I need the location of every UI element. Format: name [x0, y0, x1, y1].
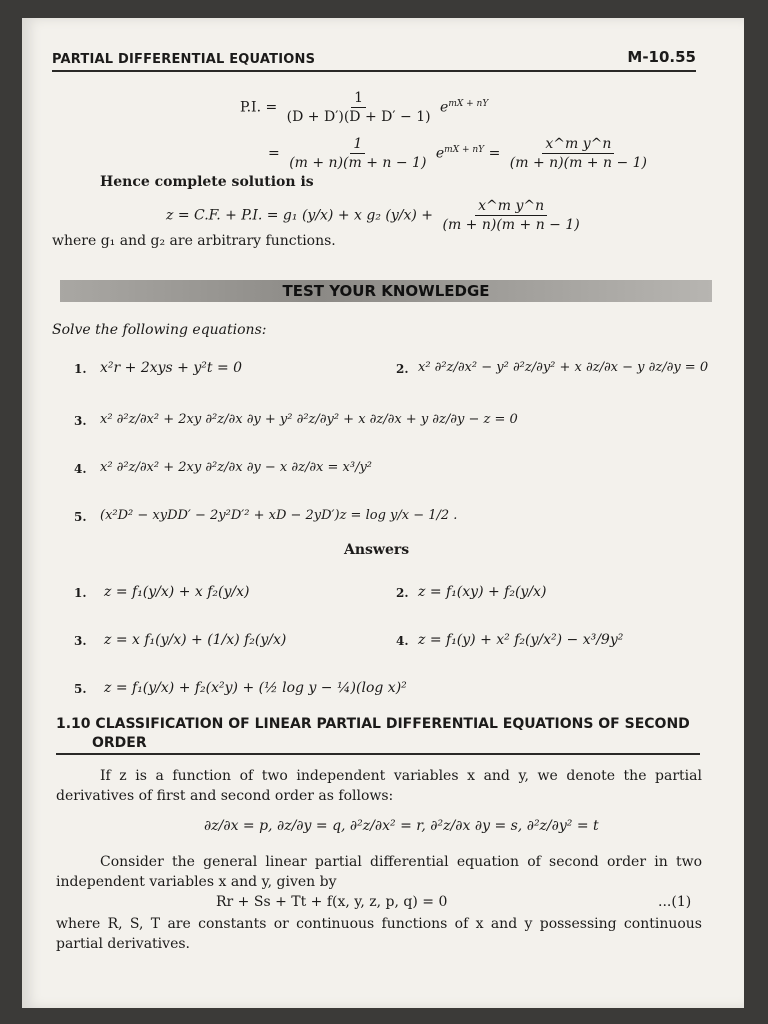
answer-1: z = f₁(y/x) + x f₂(y/x)	[104, 584, 250, 600]
pi-line-2: = $\frac{1}{(m + n)(m + n - 1)}$ $e^{mX + nY}$ = $\frac{\text{x\textasciicircum{}m y\textasciicircum{}n}}{(m + n)(m + n - 1)}$	[268, 136, 652, 171]
answers-heading: Answers	[344, 542, 410, 558]
complete-solution: z = C.F. + P.I. = g₁ (y/x) + x g₂ (y/x) + $\frac{\text{x\textasciicircum{}m y\textasciicircum{}n}}{(m + n)(m + n - 1)}$	[166, 198, 585, 233]
section-band	[60, 280, 712, 302]
equation-1: Rr + Ss + Tt + f(x, y, z, p, q) = 0	[216, 894, 448, 910]
pi-fraction-3: $\frac{\text{x\textasciicircum{}m y\textasciicircum{}n}}{(m + n)(m + n - 1)}$	[509, 136, 647, 172]
answer-3: z = x f₁(y/x) + (1/x) f₂(y/x)	[104, 632, 287, 648]
solution-fraction: $\frac{\text{x\textasciicircum{}m y\textasciicircum{}n}}{(m + n)(m + n - 1)}$	[442, 198, 580, 234]
problem-number: 1.	[74, 362, 87, 376]
pi-label: P.I. =	[240, 99, 278, 116]
answer-number: 3.	[74, 634, 87, 648]
section-title-line-1: 1.10 CLASSIFICATION OF LINEAR PARTIAL DIFFERENTIAL EQUATIONS OF SECOND	[56, 716, 690, 732]
answer-number: 2.	[396, 586, 409, 600]
where-line: where g₁ and g₂ are arbitrary functions.	[52, 233, 336, 249]
problem-number: 2.	[396, 362, 409, 376]
pi-exponential: e	[440, 99, 449, 116]
section-rule	[56, 753, 700, 755]
answer-4: z = f₁(y) + x² f₂(y/x²) − x³/9y²	[418, 632, 624, 648]
answer-2: z = f₁(xy) + f₂(y/x)	[418, 584, 547, 600]
problem-4: x² ∂²z/∂x² + 2xy ∂²z/∂x ∂y − x ∂z/∂x = x³/y²	[100, 460, 373, 475]
running-title: PARTIAL DIFFERENTIAL EQUATIONS	[52, 52, 316, 67]
header-rule	[52, 70, 696, 72]
hence-line: Hence complete solution is	[100, 174, 314, 190]
section-title-line-2: ORDER	[92, 735, 147, 751]
problem-3: x² ∂²z/∂x² + 2xy ∂²z/∂x ∂y + y² ∂²z/∂y² + x ∂z/∂x + y ∂z/∂y − z = 0	[100, 412, 518, 427]
problem-1: x²r + 2xys + y²t = 0	[100, 360, 243, 376]
band-title: TEST YOUR KNOWLEDGE	[282, 282, 490, 300]
problem-number: 4.	[74, 462, 87, 476]
answer-number: 5.	[74, 682, 87, 696]
paragraph-general-equation: Consider the general linear partial differential equation of second order in two independent variables x and y, given by	[56, 854, 702, 890]
problem-number: 5.	[74, 510, 87, 524]
answer-number: 1.	[74, 586, 87, 600]
answer-5: z = f₁(y/x) + f₂(x²y) + (½ log y − ¼)(log x)²	[104, 680, 407, 696]
paragraph-definitions: If z is a function of two independent variables x and y, we denote the partial derivatives of first and second order as follows:	[56, 768, 702, 804]
pi-fraction-2: $\frac{1}{(m + n)(m + n - 1)}$	[289, 136, 427, 172]
paragraph-coefficients: where R, S, T are constants or continuous functions of x and y possessing continuous partial derivatives.	[56, 916, 702, 952]
derivative-notation: ∂z/∂x = p, ∂z/∂y = q, ∂²z/∂x² = r, ∂²z/∂x ∂y = s, ∂²z/∂y² = t	[204, 818, 599, 834]
pi-line-1: P.I. = $\frac{1}{(D + D')(D + D' - 1)}$ $e^{mX + nY}$	[240, 90, 489, 126]
equation-tag: ...(1)	[658, 894, 692, 910]
book-page	[22, 18, 744, 1008]
pi-fraction-1: $\frac{1}{(D + D')(D + D' - 1)}$	[286, 90, 431, 126]
problems-intro: Solve the following equations:	[52, 322, 267, 338]
problem-5: (x²D² − xyDD′ − 2y²D′² + xD − 2yD′)z = log y/x − 1/2 .	[100, 508, 458, 523]
problem-2: x² ∂²z/∂x² − y² ∂²z/∂y² + x ∂z/∂x − y ∂z/∂y = 0	[418, 360, 709, 375]
answer-number: 4.	[396, 634, 409, 648]
problem-number: 3.	[74, 414, 87, 428]
page-number: M-10.55	[627, 48, 696, 66]
